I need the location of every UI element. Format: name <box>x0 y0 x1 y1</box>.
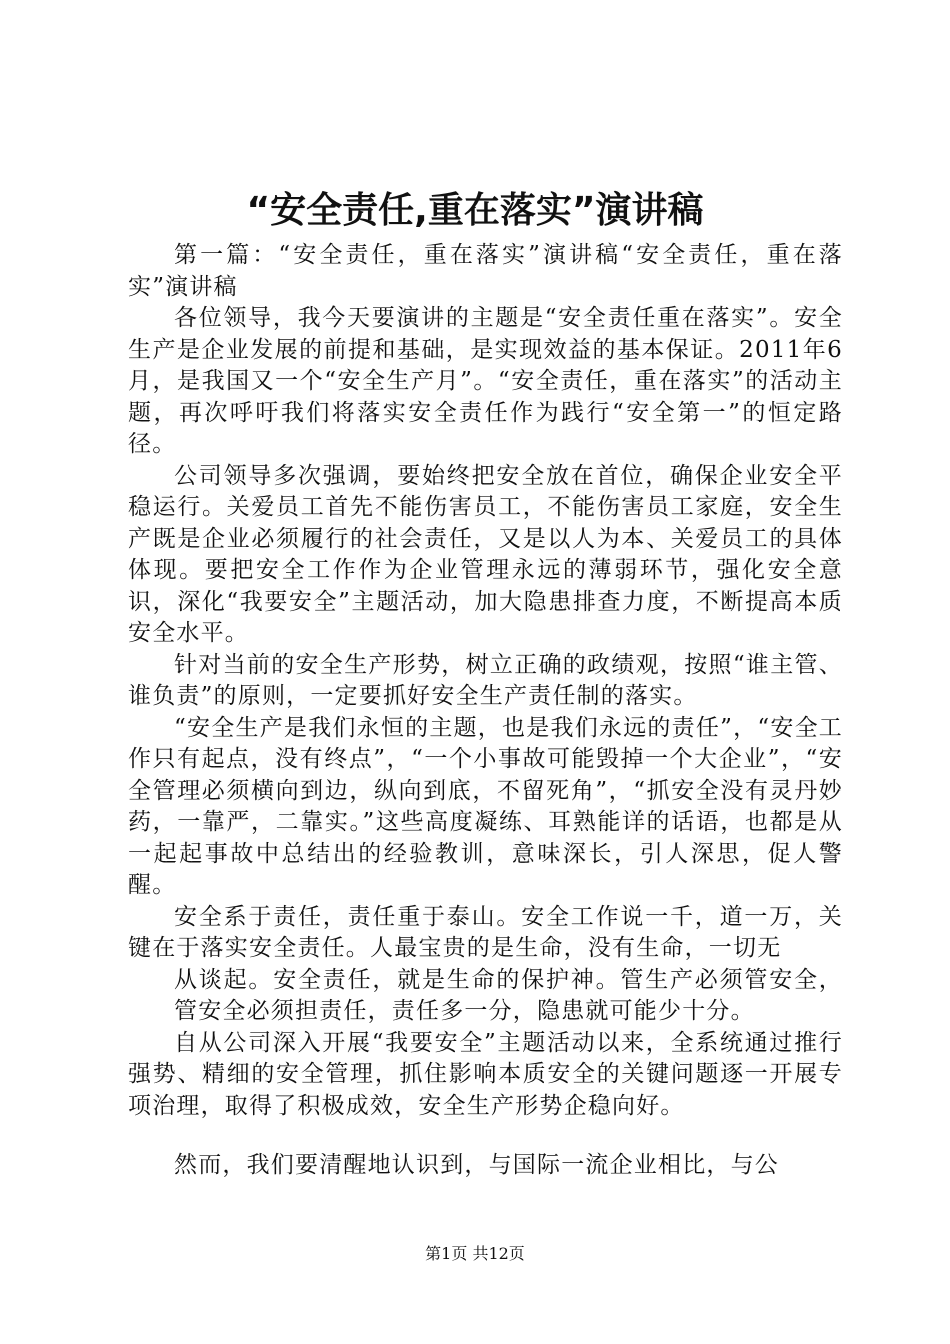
paragraph-6: 安全系于责任，责任重于泰山。安全工作说一千，道一万，关键在于落实安全责任。人最宝贵的是生命，没有生命，一切无 <box>128 903 843 961</box>
document-body <box>128 240 843 1182</box>
paragraph-4: 针对当前的安全生产形势，树立正确的政绩观，按照“谁主管、谁负责”的原则，一定要抓好安全生产责任制的落实。 <box>128 651 843 709</box>
paragraph-5: “安全生产是我们永恒的主题，也是我们永远的责任”，“安全工作只有起点，没有终点”，“一个小事故可能毁掉一个大企业”，“安全管理必须横向到边，纵向到底，不留死角”，“抓安全没有灵丹妙药，一靠严，二靠实。”这些高度凝练、耳熟能详的话语，也都是从一起起事故中总结出的经验教训，意味深长，引人深思，促人警醒。 <box>128 714 843 898</box>
document-title: “安全责任,重在落实”演讲稿 <box>246 190 704 231</box>
paragraph-9: 然而，我们要清醒地认识到，与国际一流企业相比，与公 <box>174 1152 779 1178</box>
page-indicator: 第1页 共12页 <box>425 1244 525 1263</box>
paragraph-1: 第一篇：“安全责任，重在落实”演讲稿“安全责任，重在落实”演讲稿 <box>128 242 843 300</box>
paragraph-2: 各位领导，我今天要演讲的主题是“安全责任重在落实”。安全生产是企业发展的前提和基础，是实现效益的基本保证。2011年6月，是我国又一个“安全生产月”。“安全责任，重在落实”的活动主题，再次呼吁我们将落实安全责任作为践行“安全第一”的恒定路径。 <box>128 305 843 457</box>
paragraph-3: 公司领导多次强调，要始终把安全放在首位，确保企业安全平稳运行。关爱员工首先不能伤害员工，不能伤害员工家庭，安全生产既是企业必须履行的社会责任，又是以人为本、关爱员工的具体体现。要把安全工作作为企业管理永远的薄弱环节，强化安全意识，深化“我要安全”主题活动，加大隐患排查力度，不断提高本质安全水平。 <box>128 462 843 646</box>
paragraph-7: 从谈起。安全责任，就是生命的保护神。管生产必须管安全，管安全必须担责任，责任多一分，隐患就可能少十分。 <box>174 966 843 1024</box>
paragraph-8: 自从公司深入开展“我要安全”主题活动以来，全系统通过推行强势、精细的安全管理，抓住影响本质安全的关键问题逐一开展专项治理，取得了积极成效，安全生产形势企稳向好。 <box>128 1029 843 1119</box>
